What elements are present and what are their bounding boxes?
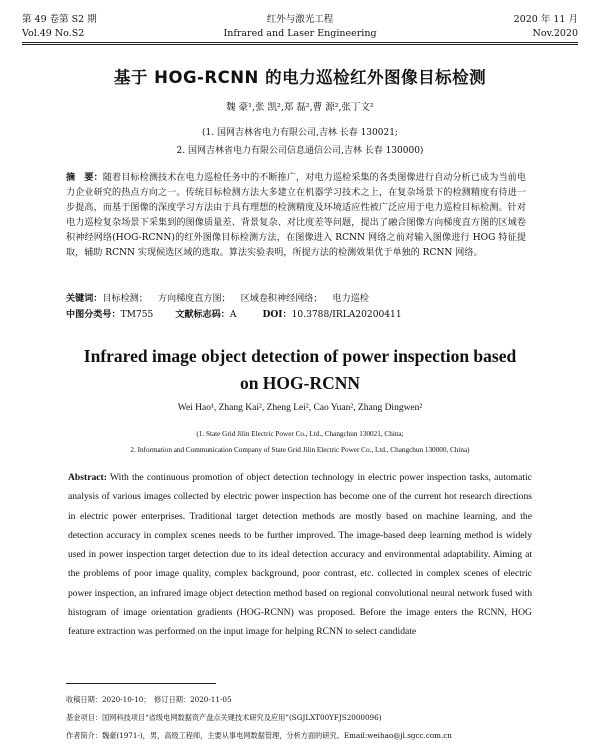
doi-label: DOI：	[262, 309, 292, 320]
authors-en: Wei Hao¹, Zhang Kai², Zheng Lei², Cao Yuan², Zhang Dingwen²	[177, 403, 423, 413]
authors-cn: 魏 豪¹,张 凯²,郑 磊²,曹 源²,张丁文²	[226, 102, 374, 113]
keyword-item: 目标检测；	[102, 294, 148, 304]
affiliation-en-2: 2. Information and Communication Company of State Grid Jilin Electric Power Co., Ltd., Changchun 130000, China)	[130, 446, 470, 454]
header-rule-double	[22, 44, 578, 45]
footnote-author: 作者简介：魏豪(1971-)，男，高级工程师，主要从事电网数据管理，分析方面的研究。Email:weihao@jl.sgcc.com.cn	[66, 731, 452, 740]
clc-value: TM755	[120, 310, 154, 320]
paper-title-cn: 基于 HOG-RCNN 的电力巡检红外图像目标检测	[113, 68, 487, 87]
abstract-cn-label: 摘 要：	[66, 172, 103, 183]
footnote-rule	[66, 683, 216, 684]
affiliation-en-1: (1. State Grid Jilin Electric Power Co., Ltd., Changchun 130021, China;	[196, 430, 404, 438]
journal-name-en: Infrared and Laser Engineering	[223, 28, 377, 39]
abstract-en-text: With the continuous promotion of object detection technology in electric power inspection tasks, automatic analysis of various images collected by electric power inspection has become one of the current hot research directions in electric power enterprises. Traditional target detection methods are mostly based on machine learning, and the detection accuracy in complex scenes needs to be further improved. The image-based deep learning method is widely used in power inspection target detection due to its ideal detection accuracy and environmental adaptability. Aiming at the problems of poor image quality, complex background, poor contrast, etc. collected in complex scenes of electric power inspection, an infrared image object detection method based on regional convolutional neural network fused with histogram of image orientation gradients (HOG-RCNN) was proposed. Before the image enters the RCNN, HOG feature extraction was performed on the input image for helping RCNN to select candidate	[68, 472, 532, 638]
journal-name-cn: 红外与激光工程	[266, 14, 334, 25]
abstract-en-label: Abstract:	[68, 472, 107, 483]
abstract-cn	[66, 170, 526, 261]
keywords-cn-label: 关键词：	[66, 293, 103, 304]
keywords-cn	[66, 291, 526, 307]
keyword-item: 方向梯度直方图；	[157, 294, 231, 304]
date-cn: 2020 年 11 月	[513, 14, 578, 25]
date-en: Nov.2020	[532, 28, 578, 39]
header-rule	[22, 42, 578, 43]
footnote-received: 收稿日期：2020-10-10； 修订日期：2020-11-05	[66, 695, 232, 704]
affiliation-cn-1: (1. 国网吉林省电力有限公司,吉林 长春 130021;	[202, 128, 398, 138]
paper-title-en-line1: Infrared image object detection of power inspection based	[83, 346, 517, 366]
affiliation-cn-2: 2. 国网吉林省电力有限公司信息通信公司,吉林 长春 130000)	[176, 146, 424, 156]
volume-cn: 第 49 卷第 S2 期	[22, 14, 97, 25]
footnote-fund: 基金项目：国网科技项目“省级电网数据资产盘点关键技术研究及应用”(SGJLXT00YFJS2000096)	[66, 713, 382, 722]
abstract-en	[68, 468, 532, 642]
doc-code-value: A	[229, 310, 237, 320]
doi-value: 10.3788/IRLA20200411	[291, 310, 402, 320]
keyword-item: 区域卷积神经网络；	[240, 294, 323, 304]
paper-title-en-line2: on HOG-RCNN	[239, 373, 361, 393]
clc-label: 中图分类号：	[66, 309, 121, 320]
keyword-item: 电力巡检	[332, 294, 369, 304]
abstract-cn-text: 随着目标检测技术在电力巡检任务中的不断推广，对电力巡检采集的各类图像进行自动分析已成为当前电力企业研究的热点方向之一。传统目标检测方法大多建立在机器学习技术之上，在复杂场景下的检测精度有待进一步提高，而基于图像的深度学习方法由于具有理想的检测精度及环境适应性被广泛应用于电力巡检目标检测。针对电力巡检复杂场景下采集到的图像质量差、背景复杂、对比度差等问题，提出了融合图像方向梯度直方图的区域卷积神经网络(HOG-RCNN)的红外图像目标检测方法，在图像进入 RCNN 网络之前对输入图像进行 HOG 特征提取，辅助 RCNN 实现候选区域的选取。算法实验表明，所提方法的检测效果优于单独的 RCNN 网络。	[66, 173, 526, 258]
paper-title-en	[60, 343, 540, 397]
classification-line	[66, 307, 526, 323]
volume-en: Vol.49 No.S2	[22, 28, 85, 39]
doc-code-label: 文献标志码：	[175, 309, 230, 320]
